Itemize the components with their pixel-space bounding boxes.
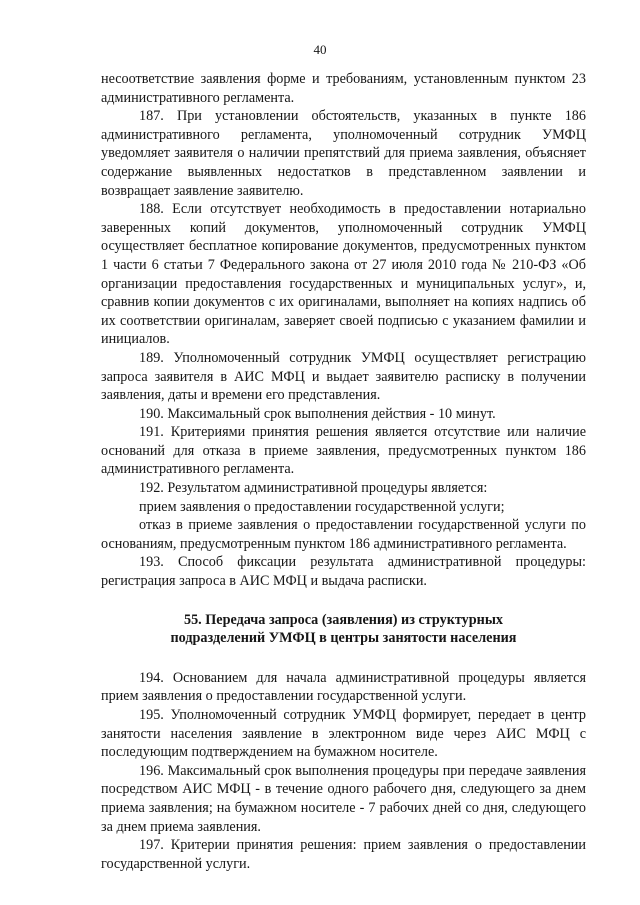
- paragraph-191: 191. Критериями принятия решения является отсутствие или наличие оснований для отказа в приеме заявления, предусмотренных пунктом 186 административного регламента.: [101, 424, 586, 478]
- section-title-line-1: 55. Передача запроса (заявления) из структурных: [183, 611, 503, 628]
- paragraphs-top: [101, 70, 586, 591]
- paragraph-194: 194. Основанием для начала административной процедуры является прием заявления о предоставлении государственной услуги.: [101, 669, 586, 705]
- paragraphs-bottom: [101, 669, 586, 874]
- section-title-line-2: подразделений УМФЦ в центры занятости населения: [170, 630, 517, 647]
- paragraph-190: 190. Максимальный срок выполнения действия - 10 минут.: [139, 405, 496, 422]
- paragraph-193: 193. Способ фиксации результата административной процедуры: регистрация запроса в АИС МФЦ и выдача расписки.: [101, 554, 586, 590]
- document-body: [101, 70, 586, 873]
- paragraph-189: 189. Уполномоченный сотрудник УМФЦ осуществляет регистрацию запроса заявителя в АИС МФЦ и выдает заявителю расписку в получении заявления, даты и времени его представления.: [101, 349, 586, 404]
- page-number: 40: [313, 42, 327, 57]
- paragraph-197: 197. Критерии принятия решения: прием заявления о предоставлении государственной услуги.: [101, 837, 586, 872]
- list-item-result-refuse: отказ в приеме заявления о предоставлении государственной услуги по основаниям, предусмотренным пунктом 186 административного регламента.: [101, 517, 586, 552]
- paragraph-187: 187. При установлении обстоятельств, указанных в пункте 186 административного регламента, уполномоченный сотрудник УМФЦ уведомляет заявителя о наличии препятствий для приема заявления, объясняет содержание выявленных недостатков в представленном заявлении и возвращает заявление заявителю.: [101, 108, 586, 199]
- paragraph-192: 192. Результатом административной процедуры является:: [139, 480, 488, 497]
- paragraph: несоответствие заявления форме и требованиям, установленным пунктом 23 административного регламента.: [101, 71, 586, 106]
- section-title: [101, 611, 586, 648]
- paragraph-195: 195. Уполномоченный сотрудник УМФЦ формирует, передает в центр занятости населения заявление в электронном виде через АИС МФЦ с последующим подтверждением на бумажном носителе.: [101, 707, 586, 761]
- paragraph-196: 196. Максимальный срок выполнения процедуры при передаче заявления посредством АИС МФЦ - в течение одного рабочего дня, следующего за днем приема заявления; на бумажном носителе - 7 рабочих дней со дня, следующего за днем приема заявления.: [101, 762, 586, 835]
- list-item-result-accept: прием заявления о предоставлении государственной услуги;: [139, 498, 505, 515]
- paragraph-188: 188. Если отсутствует необходимость в предоставлении нотариально заверенных копий документов, уполномоченный сотрудник УМФЦ осуществляет бесплатное копирование документов, предусмотренных пунктом 1 части 6 статьи 7 Федерального закона от 27 июля 2010 года № 210-ФЗ «Об организации предоставления государственных и муниципальных услуг», и, сравнив копии документов с их оригиналами, выполняет на копиях надпись об их соответствии оригиналам, заверяет своей подписью с указанием фамилии и инициалов.: [101, 201, 586, 348]
